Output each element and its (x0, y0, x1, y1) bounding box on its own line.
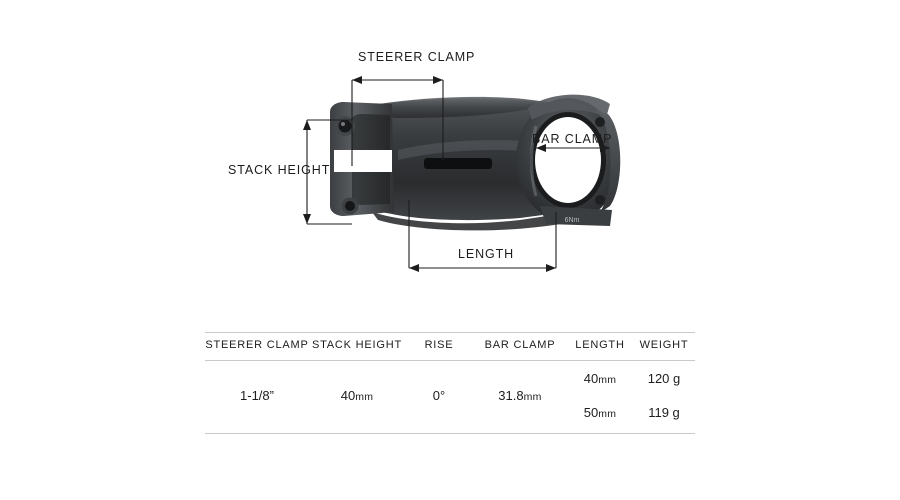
spec-table-container (205, 332, 695, 429)
label-steerer-clamp: STEERER CLAMP (358, 50, 476, 64)
cell-length-2 (567, 395, 633, 429)
stack-height-value: 40 (340, 387, 356, 403)
svg-text:6Nm: 6Nm (564, 217, 580, 224)
length-value-2: 50 (583, 404, 599, 420)
stem-body-art (330, 95, 620, 231)
header-weight: WEIGHT (633, 333, 695, 361)
cell-rise: 0° (432, 387, 446, 403)
table-bottom-rule (205, 433, 695, 434)
label-length: LENGTH (458, 247, 515, 261)
bar-clamp-unit: mm (523, 390, 542, 403)
cell-stack-height (309, 361, 405, 430)
cell-bar-clamp (473, 361, 567, 430)
header-steerer-clamp: STEERER CLAMP (205, 333, 309, 361)
length-unit-1: mm (598, 373, 617, 386)
cell-steerer-clamp: 1-1/8” (240, 387, 274, 403)
length-value-1: 40 (583, 370, 599, 386)
table-row (205, 361, 695, 396)
header-length: LENGTH (567, 333, 633, 361)
label-bar-clamp: BAR CLAMP (532, 132, 613, 146)
header-rise: RISE (405, 333, 473, 361)
spec-table (205, 332, 695, 429)
length-unit-2: mm (598, 407, 617, 420)
cell-weight-1: 120 g (647, 370, 681, 386)
label-stack-height: STACK HEIGHT (228, 163, 331, 177)
bar-clamp-value: 31.8 (498, 387, 524, 403)
header-stack-height: STACK HEIGHT (309, 333, 405, 361)
cell-weight-2: 119 g (648, 404, 680, 420)
header-bar-clamp: BAR CLAMP (473, 333, 567, 361)
table-header-row (205, 333, 695, 361)
cell-length-1 (567, 361, 633, 396)
stack-height-unit: mm (355, 390, 374, 403)
